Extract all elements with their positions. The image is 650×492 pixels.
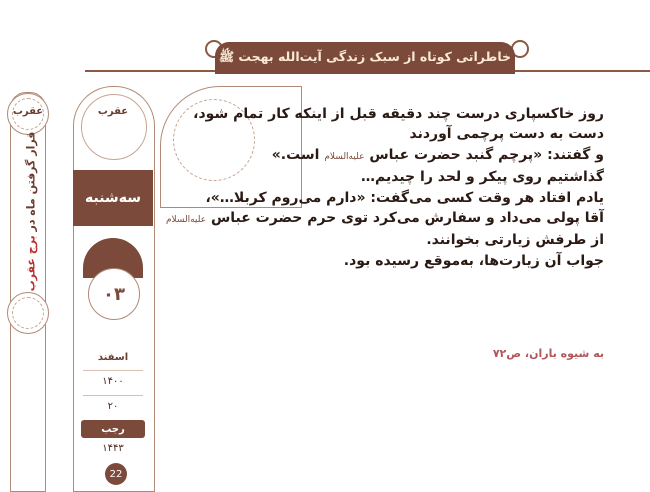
hijri-month: رجب	[81, 420, 145, 438]
source-citation: به شیوه باران، ص۷۲	[492, 347, 604, 360]
story-line-text: آقا پولی می‌داد و سفارش می‌کرد توی حرم حضرت عباس	[210, 210, 604, 227]
calendar-divider	[83, 395, 143, 396]
hijri-year: ۱۴۴۳	[102, 443, 124, 454]
solar-month: اسفند	[97, 352, 129, 363]
page-title: خاطراتی کوتاه از سبک زندگی آیت‌الله بهجت ﷺ	[218, 48, 512, 64]
story-line: دست به دست پرچمی آوردند	[409, 126, 604, 143]
solar-year: ۱۴۰۰	[102, 376, 124, 387]
day-number: ۰۳	[103, 283, 125, 305]
story-line: روز خاکسپاری درست چند دقیقه قبل از اینکه کار تمام شود،	[193, 106, 604, 122]
honorific-mark: علیه‌السلام	[165, 215, 207, 226]
story-line	[172, 145, 604, 167]
story-body	[165, 104, 604, 271]
weekday-badge	[73, 170, 153, 226]
rail-zodiac-label: عقرب	[12, 106, 44, 117]
story-line-text: و گفتند: «پرچم گنبد حضرت عباس	[369, 146, 604, 163]
calendar-zodiac-label: عقرب	[97, 106, 129, 117]
header-banner	[215, 42, 515, 74]
rail-rosette-bottom	[7, 292, 49, 334]
calendar-ornament	[81, 94, 147, 160]
story-line: جواب آن زیارت‌ها، به‌موقع رسیده بود.	[343, 252, 604, 269]
page-number: 22	[105, 463, 127, 485]
side-caption-text: قرار گرفتن ماه در	[24, 131, 38, 236]
story-line	[165, 208, 604, 230]
story-line-tail: است.»	[271, 146, 320, 163]
story-line: یادم افتاد هر وقت کسی می‌گفت: «دارم می‌روم کربلا…»،	[205, 189, 604, 206]
story-line: گذاشتیم روی پیکر و لحد را چیدیم…	[361, 169, 604, 186]
day-number-circle	[88, 268, 140, 320]
side-caption	[25, 117, 38, 307]
calendar-divider	[83, 370, 143, 371]
side-caption-accent: برج عقرب	[24, 235, 38, 292]
story-line: از طرفش زیارتی بخوانند.	[426, 232, 604, 249]
weekday-label: سه‌شنبه	[85, 190, 141, 206]
honorific-mark: علیه‌السلام	[324, 151, 365, 162]
hijri-day: ۲۰	[107, 401, 119, 412]
